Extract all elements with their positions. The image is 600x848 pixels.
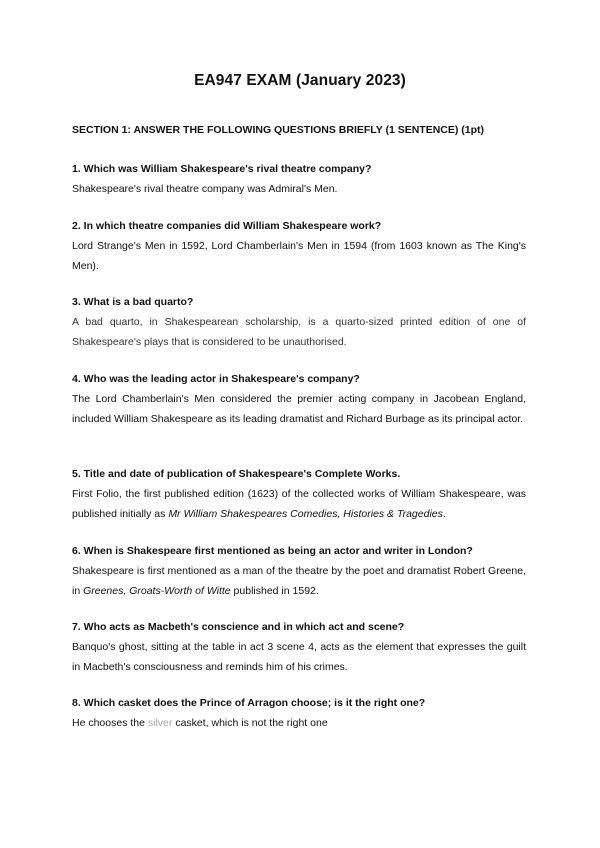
question-3	[72, 296, 526, 352]
question-text: 2. In which theatre companies did William Shakespeare work?	[72, 220, 382, 232]
question-6	[72, 545, 526, 601]
question-8	[72, 697, 526, 734]
question-4	[72, 373, 526, 429]
answer-text-part: First Folio, the first published edition (1623) of the collected works of William Shakespeare, was published initially as	[72, 488, 526, 520]
book-title: Mr William Shakespeares Comedies, Histories & Tragedies	[168, 507, 443, 520]
answer-text: Shakespeare's rival theatre company was Admiral's Men.	[72, 183, 338, 195]
question-text: 8. Which casket does the Prince of Arragon choose; is it the right one?	[72, 697, 426, 709]
answer-text: Banquo's ghost, sitting at the table in act 3 scene 4, acts as the element that expresses the guilt in Macbeth's consciousness and reminds him of his crimes.	[72, 641, 526, 673]
highlighted-word: silver	[147, 717, 173, 729]
pamphlet-title: Greenes, Groats-Worth of Witte	[83, 584, 231, 597]
answer-text	[72, 714, 526, 734]
exam-title: EA947 EXAM (January 2023)	[194, 72, 406, 89]
question-1	[72, 163, 526, 200]
answer-text-part: He chooses the	[72, 717, 148, 729]
answer-text-part: .	[442, 507, 446, 520]
answer-text: Lord Strange's Men in 1592, Lord Chamberlain's Men in 1594 (from 1603 known as The King's Men).	[72, 240, 526, 272]
question-text: 1. Which was William Shakespeare's rival theatre company?	[72, 163, 372, 175]
answer-text: The Lord Chamberlain's Men considered the premier acting company in Jacobean England, included William Shakespeare as its leading dramatist and Richard Burbage as its principal actor.	[72, 393, 526, 425]
answer-text: A bad quarto, in Shakespearean scholarship, is a quarto-sized printed edition of one of Shakespeare's plays that is considered to be unauthorised.	[72, 316, 526, 348]
question-text: 7. Who acts as Macbeth's conscience and in which act and scene?	[72, 621, 405, 633]
question-text: 4. Who was the leading actor in Shakespeare's company?	[72, 373, 360, 385]
question-text: 5. Title and date of publication of Shakespeare's Complete Works.	[72, 468, 401, 480]
question-7	[72, 621, 526, 677]
answer-text	[72, 485, 526, 524]
question-text: 6. When is Shakespeare first mentioned as being an actor and writer in London?	[72, 545, 473, 557]
question-5	[72, 468, 526, 524]
answer-text-part: published in 1592.	[230, 584, 319, 597]
answer-text-part: Shakespeare is first mentioned as a man of the theatre by the poet and dramatist Robert Greene, in	[72, 565, 526, 597]
question-2	[72, 220, 526, 276]
answer-text-part: casket, which is not the right one	[172, 717, 328, 729]
question-text: 3. What is a bad quarto?	[72, 296, 194, 308]
section-heading: SECTION 1: ANSWER THE FOLLOWING QUESTIONS BRIEFLY (1 SENTENCE) (1pt)	[72, 124, 485, 136]
answer-text	[72, 562, 526, 601]
